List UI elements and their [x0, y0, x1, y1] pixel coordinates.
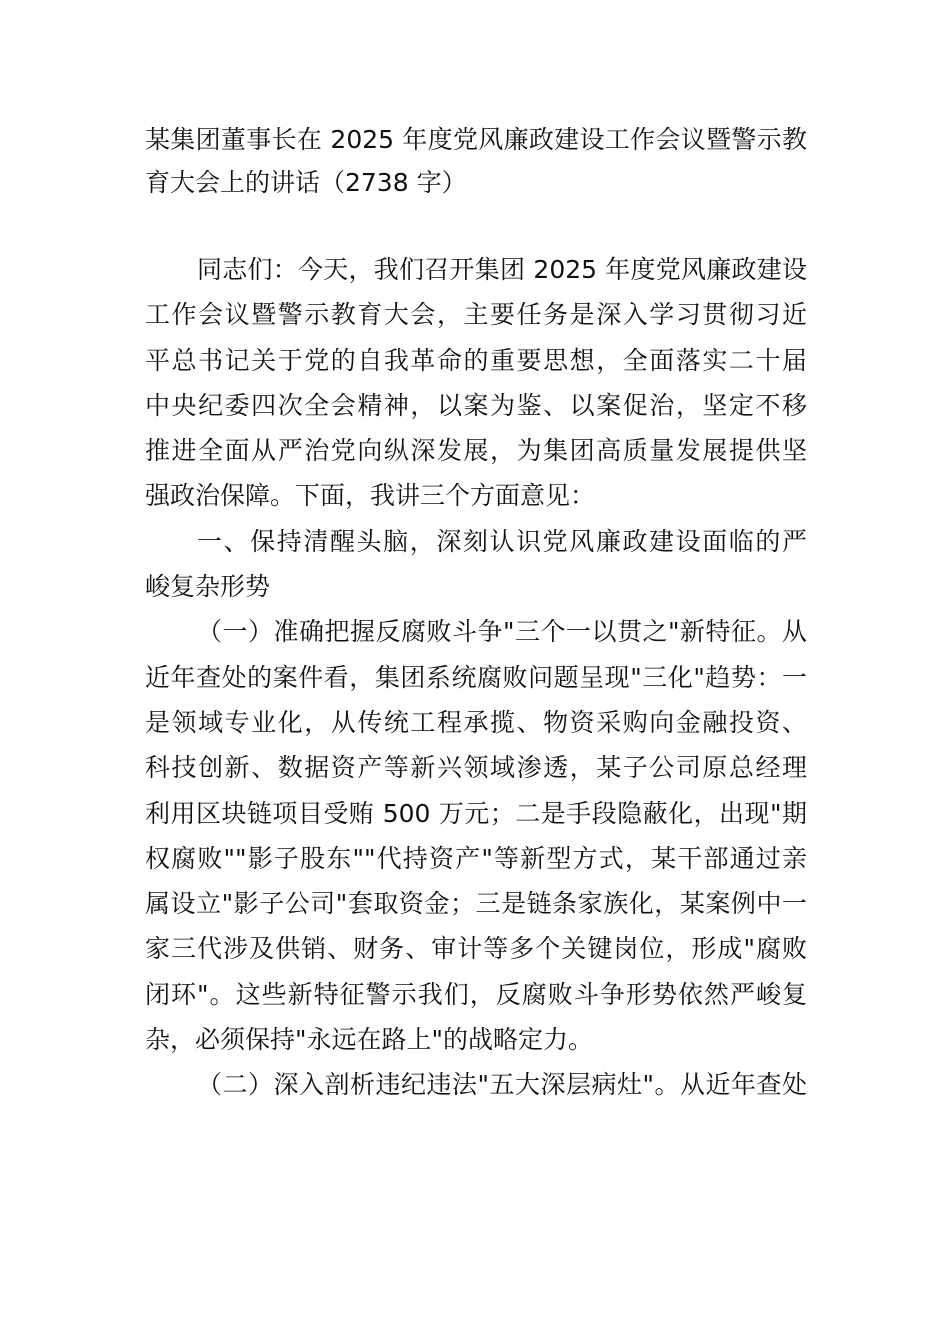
paragraph-line: 科技创新、数据资产等新兴领域渗透，某子公司原总经理 — [145, 753, 807, 783]
paragraph-line: 峻复杂形势 — [145, 572, 271, 602]
paragraph-line: 家三代涉及供销、财务、审计等多个关键岗位，形成"腐败 — [145, 934, 807, 964]
paragraph-line: （二）深入剖析违纪违法"五大深层病灶"。从近年查处 — [197, 1070, 807, 1100]
paragraph-line: 工作会议暨警示教育大会，主要任务是深入学习贯彻习近 — [145, 300, 807, 330]
paragraph-line: 近年查处的案件看，集团系统腐败问题呈现"三化"趋势：一 — [145, 662, 807, 692]
title-line: 某集团董事长在 2025 年度党风廉政建设工作会议暨警示教 — [145, 125, 807, 154]
paragraph-line: 平总书记关于党的自我革命的重要思想，全面落实二十届 — [145, 345, 807, 375]
paragraph — [145, 609, 807, 1062]
paragraph-line: 推进全面从严治党向纵深发展，为集团高质量发展提供坚 — [145, 436, 807, 466]
paragraph-line: 一、保持清醒头脑，深刻认识党风廉政建设面临的严 — [197, 526, 807, 556]
paragraph-line: 属设立"影子公司"套取资金；三是链条家族化，某案例中一 — [145, 889, 807, 919]
paragraph-line: 闭环"。这些新特征警示我们，反腐败斗争形势依然严峻复 — [145, 979, 807, 1009]
paragraph — [145, 519, 807, 610]
paragraph-line: 是领域专业化，从传统工程承揽、物资采购向金融投资、 — [145, 707, 807, 737]
paragraph — [145, 247, 807, 519]
title-line: 育大会上的讲话（2738 字） — [145, 168, 467, 197]
document-title — [145, 118, 807, 204]
document-body — [145, 247, 807, 1108]
paragraph-line: 利用区块链项目受贿 500 万元；二是手段隐蔽化，出现"期 — [145, 798, 807, 828]
paragraph-line: 同志们：今天，我们召开集团 2025 年度党风廉政建设 — [197, 255, 807, 284]
paragraph-line: （一）准确把握反腐败斗争"三个一以贯之"新特征。从 — [197, 617, 807, 647]
paragraph — [145, 1062, 807, 1107]
paragraph-line: 杂，必须保持"永远在路上"的战略定力。 — [145, 1025, 593, 1055]
paragraph-line: 权腐败""影子股东""代持资产"等新型方式，某干部通过亲 — [145, 843, 807, 873]
paragraph-line: 强政治保障。下面，我讲三个方面意见： — [145, 481, 596, 511]
paragraph-line: 中央纪委四次全会精神，以案为鉴、以案促治，坚定不移 — [145, 390, 807, 420]
